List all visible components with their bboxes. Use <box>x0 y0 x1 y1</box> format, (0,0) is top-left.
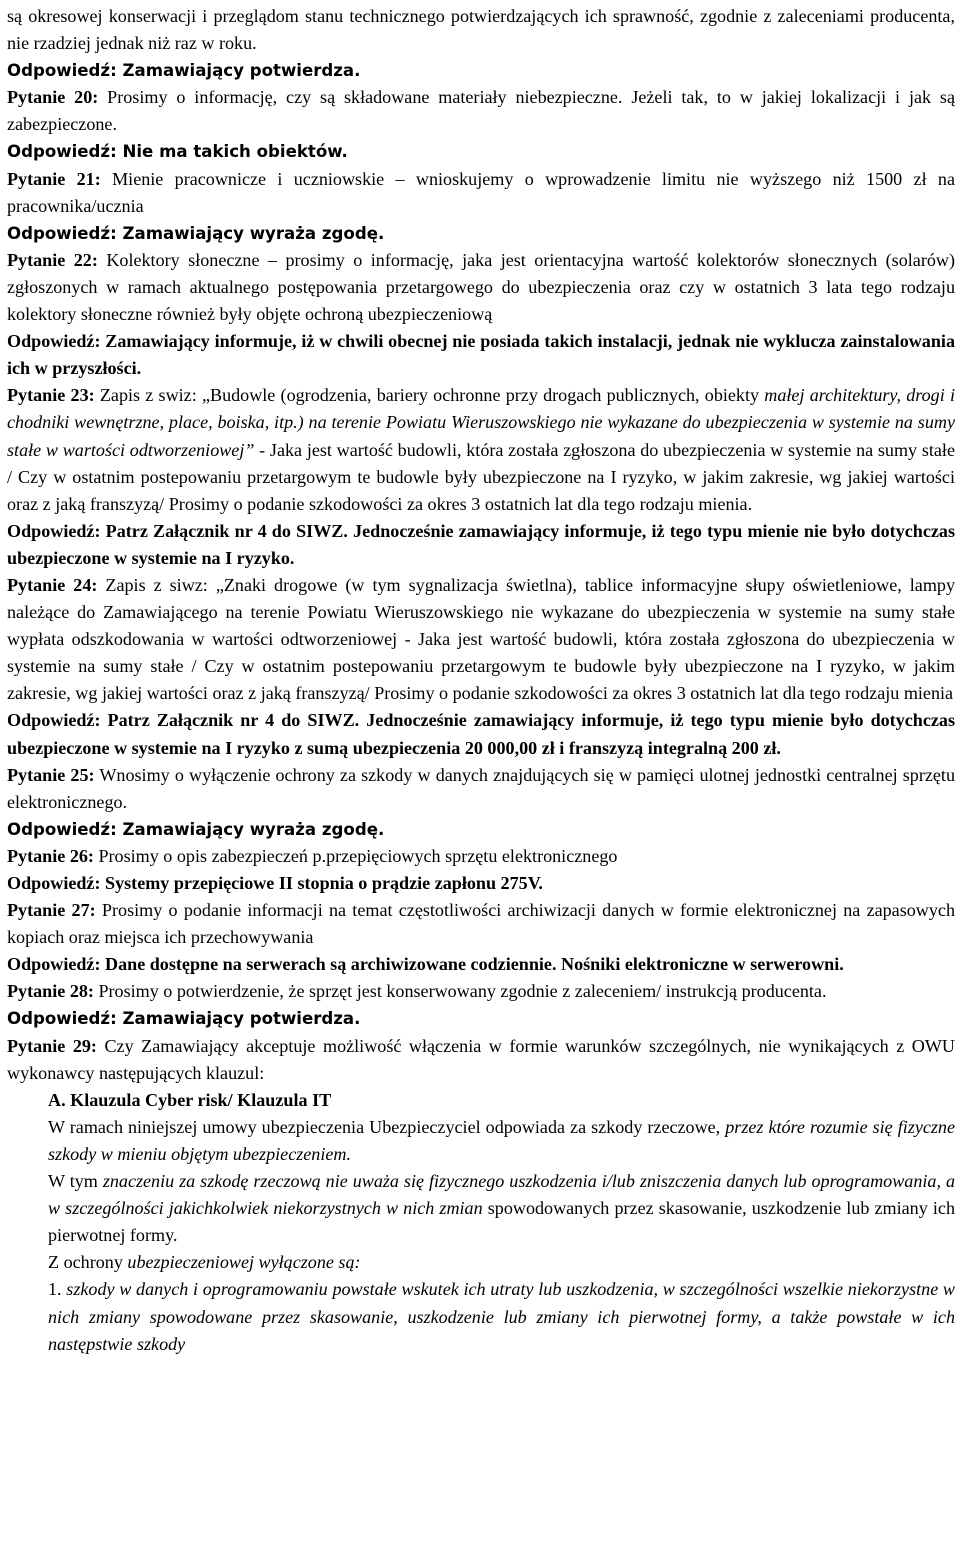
clause-a-section <box>7 1087 955 1358</box>
clause-a-heading: A. Klauzula Cyber risk/ Klauzula IT <box>48 1089 332 1110</box>
list-item-text: szkody w danych i oprogramowaniu powstałe wskutek ich utraty lub uszkodzenia, w szczególności wszelkie niekorzystne w nich zmiany spowodowane przez skasowanie, uszkodzenie lub zmiany ich pierwotnej formy, a także powstałe w ich następstwie szkody <box>48 1279 956 1354</box>
answer-28: Odpowiedź: Zamawiający potwierdza. <box>7 1009 361 1029</box>
question-label: Pytanie 23: <box>7 385 95 406</box>
clause-text: Z ochrony <box>48 1252 128 1273</box>
question-text-italic: małej architektury, drogi i chodniki wewnętrzne, place, boiska, itp.) na terenie Powiatu Wieruszowskiego nie wykazane do ubezpieczenia w systemie na sumy stałe w wartości odtworzeniowej” <box>7 385 956 460</box>
clause-text-italic: przez które rozumie się fizyczne szkody w mieniu objętym ubezpieczeniem. <box>48 1116 955 1164</box>
question-23 <box>7 382 955 517</box>
question-27 <box>7 897 955 951</box>
question-label: Pytanie 27: <box>7 900 96 921</box>
question-text: Prosimy o potwierdzenie, że sprzęt jest konserwowany zgodnie z zaleceniem/ instrukcją producenta. <box>93 981 827 1002</box>
answer-20: Odpowiedź: Nie ma takich obiektów. <box>7 142 348 162</box>
clause-text-italic: ubezpieczeniowej wyłączone są: <box>127 1252 361 1273</box>
clause-text: spowodowanych przez skasowanie, uszkodzenie lub zmiany ich pierwotnej formy. <box>48 1198 955 1246</box>
question-text: Kolektory słoneczne – prosimy o informację, jaka jest orientacyjna wartość kolektorów słonecznych (solarów) zgłoszonych w ramach aktualnego postępowania przetargowego do ubezpieczenia oraz czy w ostatnich 3 lata tego rodzaju kolektory słoneczne również były objęte ochroną ubezpieczeniową <box>7 249 955 325</box>
question-text: Wnosimy o wyłączenie ochrony za szkody w danych znajdujących się w pamięci ulotnej jednostki centralnej sprzętu elektronicznego. <box>7 764 956 812</box>
clause-a-item-1 <box>48 1276 955 1357</box>
answer-26: Odpowiedź: Systemy przepięciowe II stopnia o prądzie zapłonu 275V. <box>7 873 543 893</box>
question-text: Prosimy o informację, czy są składowane materiały niebezpieczne. Jeżeli tak, to w jakiej lokalizacji i jak są zabezpieczone. <box>7 87 956 135</box>
question-text: Czy Zamawiający akceptuje możliwość włączenia w formie warunków szczególnych, nie wynikających z OWU wykonawcy następujących klauzul: <box>7 1035 955 1083</box>
question-label: Pytanie 24: <box>7 574 98 595</box>
answer-21: Odpowiedź: Zamawiający wyraża zgodę. <box>7 223 385 243</box>
question-24 <box>7 572 955 707</box>
question-text: Zapis z swiz: „Budowle (ogrodzenia, bariery ochronne przy drogach publicznych, obiekty <box>94 385 765 406</box>
answer-25: Odpowiedź: Zamawiający wyraża zgodę. <box>7 819 385 839</box>
question-label: Pytanie 28: <box>7 981 94 1002</box>
answer-19: Odpowiedź: Zamawiający potwierdza. <box>7 61 361 81</box>
question-25 <box>7 762 955 816</box>
question-28 <box>7 978 955 1005</box>
clause-a-paragraph-2 <box>48 1168 955 1249</box>
question-text: - Jaka jest wartość budowli, która została zgłoszona do ubezpieczenia w systemie na sumy stałe / Czy w ostatnim postepowaniu przetargowym te budowle były ubezpieczone na I ryzyko, w jakim zakresie, wg jakiej wartości oraz z jaką franszyzą/ Prosimy o podanie szkodowości za okres 3 ostatnich lat dla tego rodzaju mienia. <box>7 439 955 514</box>
clause-a-paragraph-3 <box>48 1249 955 1276</box>
answer-27: Odpowiedź: Dane dostępne na serwerach są archiwizowane codziennie. Nośniki elektroniczne w serwerowni. <box>7 954 844 975</box>
clause-a-paragraph-1 <box>48 1114 955 1168</box>
answer-24: Odpowiedź: Patrz Załącznik nr 4 do SIWZ. Jednocześnie zamawiający informuje, iż tego typu mienie było dotychczas ubezpieczone w systemie na I ryzyko z sumą ubezpieczenia 20 000,00 zł i franszyzą integralną 200 zł. <box>7 710 955 758</box>
question-label: Pytanie 22: <box>7 249 98 270</box>
question-label: Pytanie 29: <box>7 1035 97 1056</box>
question-text: Zapis z siwz: „Znaki drogowe (w tym sygnalizacja świetlna), tablice informacyjne słupy oświetleniowe, lampy należące do Zamawiającego na terenie Powiatu Wieruszowskiego nie wykazane do ubezpieczenia w systemie na sumy stałe wypłata odszkodowania w wartości odtworzeniowej - Jaka jest wartość budowli, która została zgłoszona do ubezpieczenia w systemie na sumy stałe / Czy w ostatnim postepowaniu przetargowym te budowle były ubezpieczone na I ryzyko, w jakim zakresie, wg jakiej wartości oraz z jaką franszyzą/ Prosimy o podanie szkodowości za okres 3 ostatnich lat dla tego rodzaju mienia <box>7 574 955 704</box>
paragraph-continuation: są okresowej konserwacji i przeglądom stanu technicznego potwierdzających ich sprawność, zgodnie z zaleceniami producenta, nie rzadziej jednak niż raz w roku. <box>7 6 955 54</box>
list-number: 1. <box>48 1279 67 1300</box>
question-29 <box>7 1033 955 1087</box>
question-20 <box>7 84 955 138</box>
question-label: Pytanie 26: <box>7 845 94 866</box>
question-text: Mienie pracownicze i uczniowskie – wnioskujemy o wprowadzenie limitu nie wyższego niż 1500 zł na pracownika/ucznia <box>7 168 956 216</box>
question-label: Pytanie 20: <box>7 87 99 108</box>
clause-text: W ramach niniejszej umowy ubezpieczenia Ubezpieczyciel odpowiada za szkody rzeczowe, <box>48 1116 726 1137</box>
question-21 <box>7 166 955 220</box>
answer-22: Odpowiedź: Zamawiający informuje, iż w chwili obecnej nie posiada takich instalacji, jednak nie wyklucza zainstalowania ich w przyszłości. <box>7 331 955 379</box>
question-26 <box>7 843 955 870</box>
clause-text-italic: znaczeniu za szkodę rzeczową nie uważa się fizycznego uszkodzenia i/lub zniszczenia danych lub oprogramowania, a w szczególności jakichkolwiek niekorzystnych w nich zmian <box>48 1171 955 1219</box>
question-label: Pytanie 21: <box>7 168 101 189</box>
answer-23: Odpowiedź: Patrz Załącznik nr 4 do SIWZ. Jednocześnie zamawiający informuje, iż tego typu mienie nie było dotychczas ubezpieczone w systemie na I ryzyko. <box>7 520 955 568</box>
question-text: Prosimy o podanie informacji na temat częstotliwości archiwizacji danych w formie elektronicznej na zapasowych kopiach oraz miejsca ich przechowywania <box>7 900 955 948</box>
question-22 <box>7 247 955 328</box>
question-label: Pytanie 25: <box>7 764 95 785</box>
question-text: Prosimy o opis zabezpieczeń p.przepięciowych sprzętu elektronicznego <box>93 845 618 866</box>
clause-text: W tym <box>48 1171 103 1192</box>
